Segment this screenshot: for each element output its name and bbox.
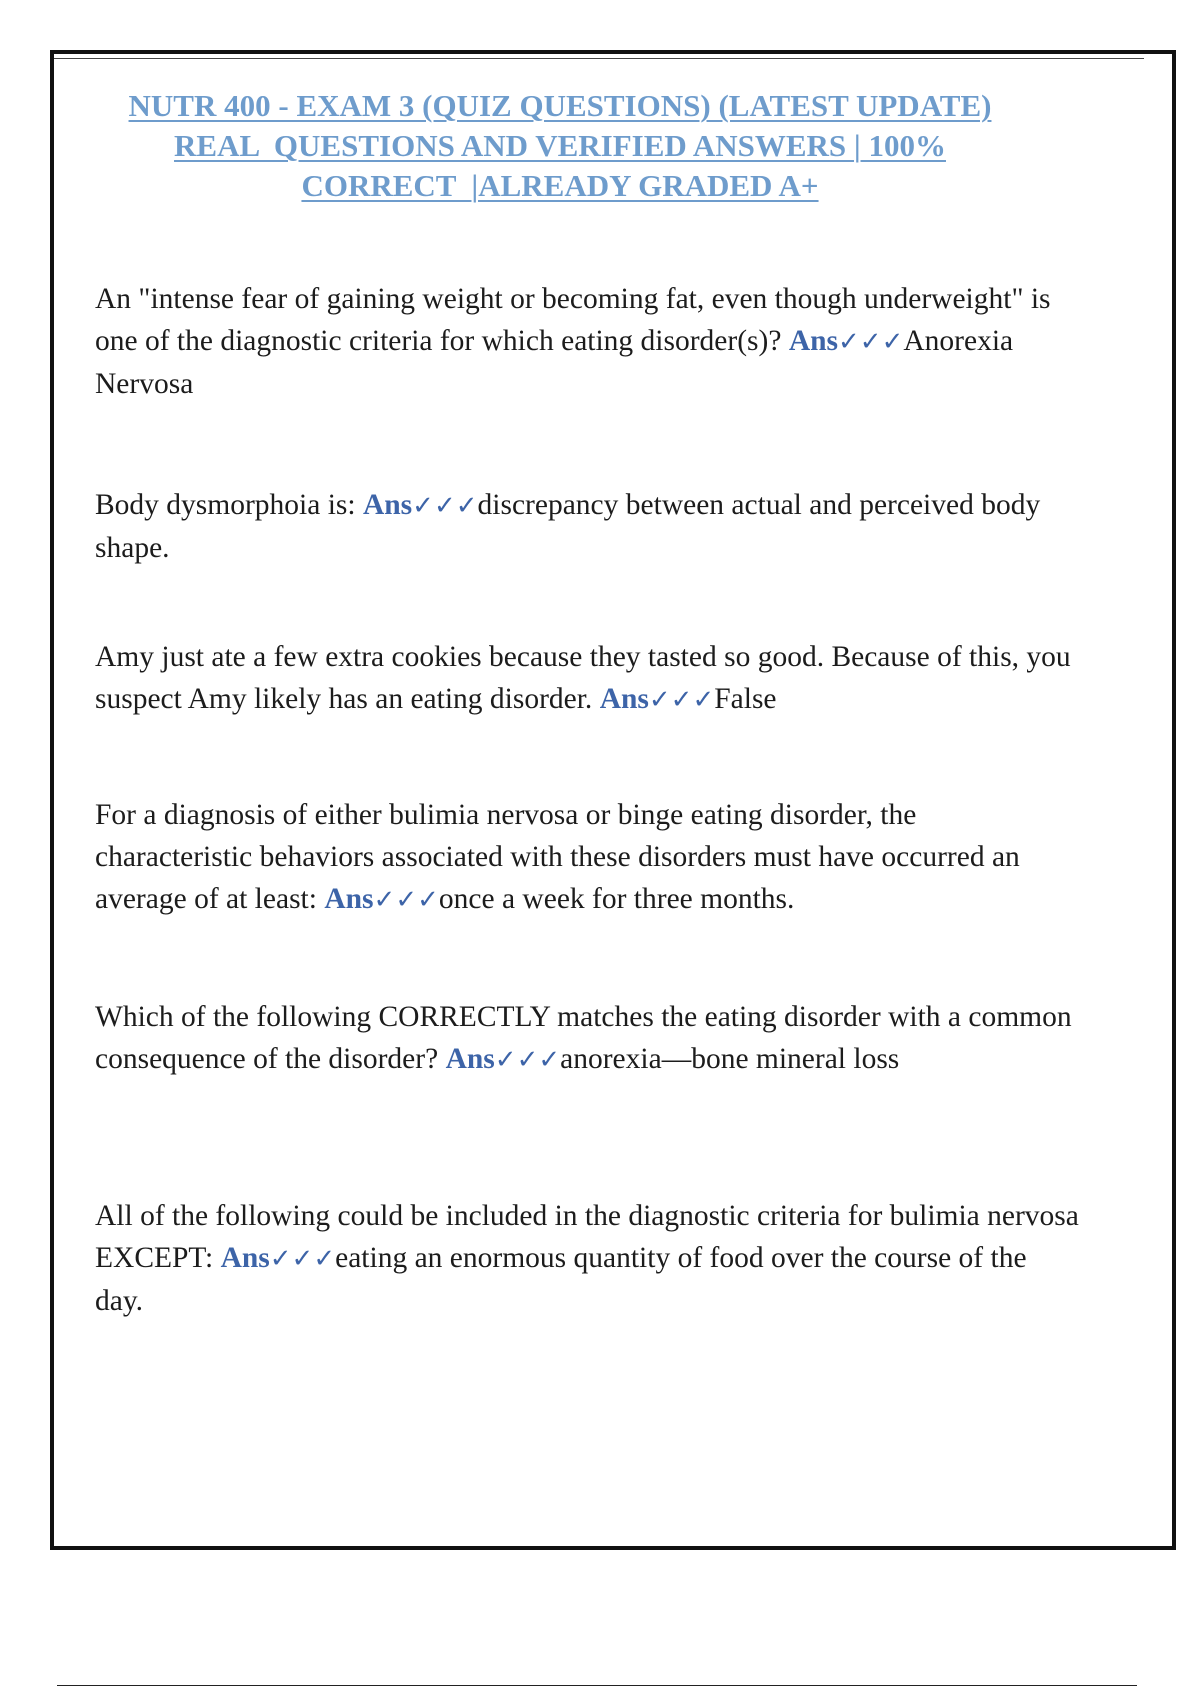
title-line-1: NUTR 400 - EXAM 3 (QUIZ QUESTIONS) (LATEST UPDATE) [128, 88, 992, 123]
answer-text: discrepancy between actual and perceived body shape. [95, 489, 1041, 564]
answer-text: anorexia—bone mineral loss [560, 1043, 900, 1075]
qa-item-2 [95, 484, 1080, 569]
checkmark-icon: ✓✓✓ [269, 1244, 336, 1274]
answer-text: False [714, 683, 777, 715]
question-text: For a diagnosis of either bulimia nervosa or binge eating disorder, the characteristic behaviors associated with these disorders must have occurred an average of at least: [95, 799, 1020, 915]
qa-item-5 [95, 996, 1080, 1081]
question-text: An "intense fear of gaining weight or becoming fat, even though underweight" is one of the diagnostic criteria for which eating disorder(s)? [95, 283, 1051, 357]
qa-item-3 [95, 636, 1080, 721]
answer-marker: Ans [220, 1242, 270, 1274]
document-title [90, 86, 1030, 206]
answer-marker: Ans [445, 1043, 495, 1075]
answer-text: eating an enormous quantity of food over the course of the day. [95, 1242, 1027, 1317]
qa-item-1 [95, 278, 1080, 405]
checkmark-icon: ✓✓✓ [648, 685, 715, 715]
answer-marker: Ans [324, 883, 374, 915]
checkmark-icon: ✓✓✓ [412, 491, 478, 521]
checkmark-icon: ✓✓✓ [373, 885, 439, 915]
title-line-2: REAL QUESTIONS AND VERIFIED ANSWERS | 100% [174, 128, 946, 163]
top-rule [54, 58, 1144, 59]
answer-marker: Ans [788, 325, 839, 357]
answer-marker: Ans [599, 683, 649, 715]
answer-marker: Ans [362, 489, 413, 521]
answer-text: Anorexia Nervosa [95, 325, 1014, 400]
qa-item-6 [95, 1195, 1080, 1322]
question-text: All of the following could be included in the diagnostic criteria for bulimia nervosa EXCEPT: [95, 1200, 1079, 1274]
question-text: Which of the following CORRECTLY matches the eating disorder with a common consequence of the disorder? [95, 1001, 1072, 1075]
checkmark-icon: ✓✓✓ [838, 327, 904, 357]
answer-text: once a week for three months. [438, 883, 795, 915]
checkmark-icon: ✓✓✓ [494, 1045, 561, 1075]
bottom-rule [57, 1685, 1137, 1686]
title-line-3: CORRECT |ALREADY GRADED A+ [301, 168, 819, 203]
qa-item-4 [95, 794, 1080, 921]
question-text: Amy just ate a few extra cookies because they tasted so good. Because of this, you suspect Amy likely has an eating disorder. [95, 641, 1071, 715]
question-text: Body dysmorphoia is: [95, 489, 356, 521]
